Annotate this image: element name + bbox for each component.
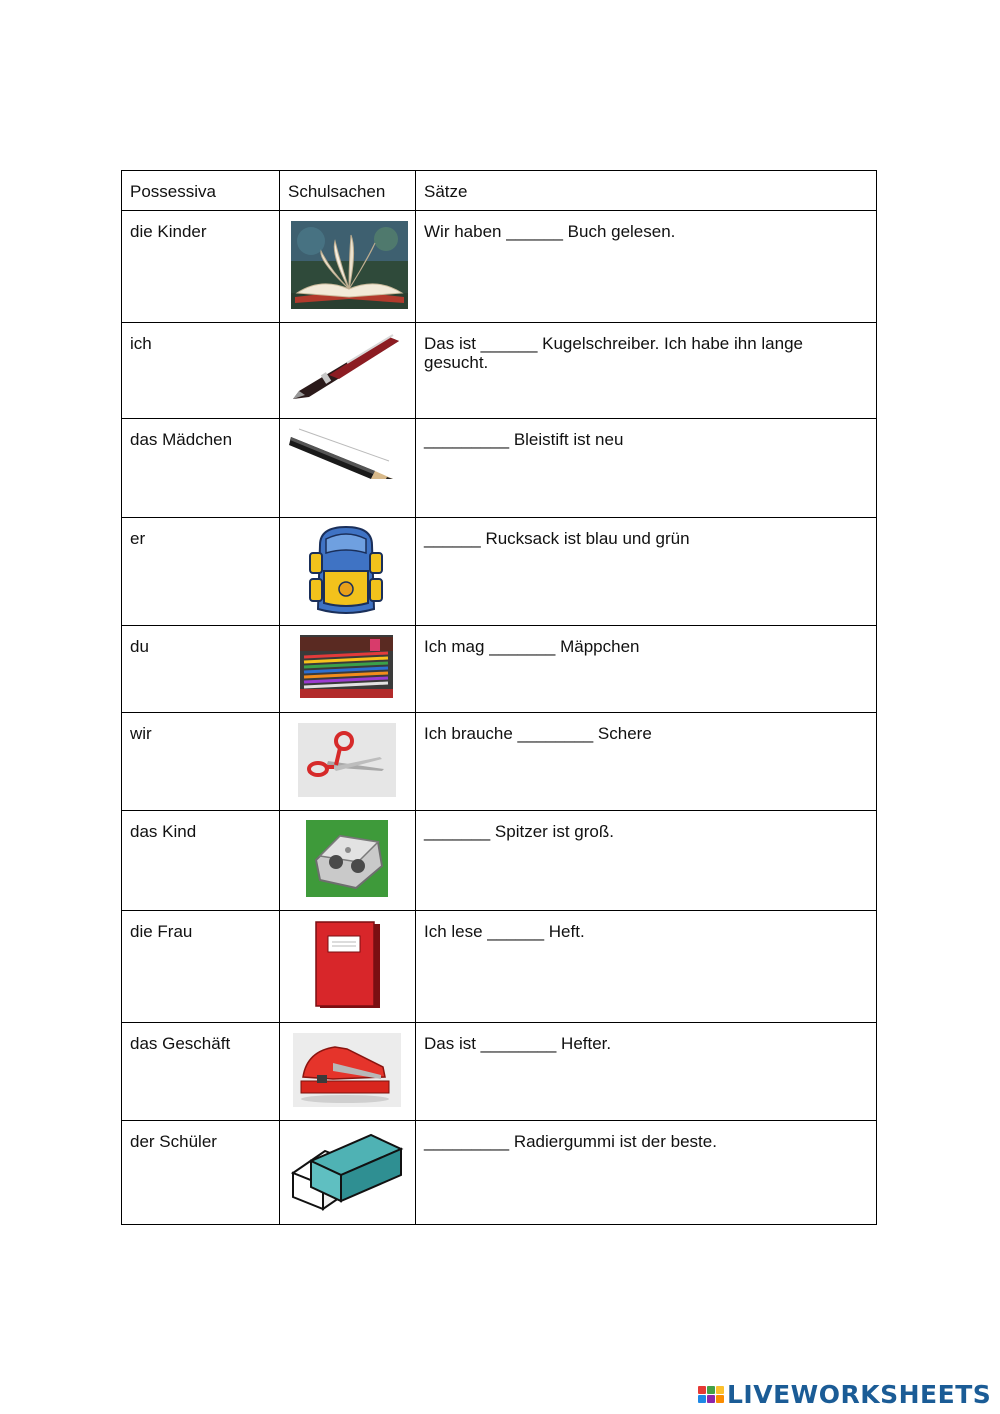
book-icon xyxy=(291,221,408,309)
eraser-icon xyxy=(289,1129,406,1213)
scissors-icon xyxy=(298,723,396,797)
column-divider xyxy=(415,171,416,1224)
logo-mark-icon xyxy=(698,1386,724,1403)
pencil-icon xyxy=(289,427,411,493)
sentence-text: _________ Radiergummi ist der beste. xyxy=(424,1132,717,1151)
pen-icon xyxy=(289,333,404,403)
row-divider xyxy=(122,712,876,713)
row-divider xyxy=(122,625,876,626)
notebook-icon xyxy=(314,920,382,1012)
sentence-text: Ich lese ______ Heft. xyxy=(424,922,585,941)
possessive-label: die Kinder xyxy=(130,222,207,241)
sentence-text: _________ Bleistift ist neu xyxy=(424,430,624,449)
row-divider xyxy=(122,810,876,811)
logo-text: LIVEWORKSHEETS xyxy=(727,1379,992,1409)
sentence-text: Ich brauche ________ Schere xyxy=(424,724,652,743)
backpack-icon xyxy=(306,523,386,619)
row-divider xyxy=(122,322,876,323)
sentence-text: Das ist ______ Kugelschreiber. Ich habe ihn lange gesucht. xyxy=(424,334,803,372)
stapler-icon xyxy=(293,1033,401,1107)
sharpener-icon xyxy=(306,820,388,897)
row-divider xyxy=(122,910,876,911)
possessive-label: wir xyxy=(130,724,152,743)
possessive-label: das Kind xyxy=(130,822,197,841)
sentence-text: Das ist ________ Hefter. xyxy=(424,1034,612,1053)
possessive-label: das Geschäft xyxy=(130,1034,231,1053)
possessive-label: er xyxy=(130,529,146,548)
pencil-case-icon xyxy=(300,635,393,698)
row-divider xyxy=(122,418,876,419)
possessive-label: du xyxy=(130,637,149,656)
sentence-text: Wir haben ______ Buch gelesen. xyxy=(424,222,676,241)
possessive-label: die Frau xyxy=(130,922,193,941)
possessive-table xyxy=(121,170,877,1225)
sentence-text: _______ Spitzer ist groß. xyxy=(424,822,614,841)
row-divider xyxy=(122,517,876,518)
liveworksheets-logo xyxy=(698,1381,991,1407)
possessive-label: ich xyxy=(130,334,152,353)
sentence-text: ______ Rucksack ist blau und grün xyxy=(424,529,690,548)
possessive-label: der Schüler xyxy=(130,1132,217,1151)
header-possessiva: Possessiva xyxy=(130,182,216,201)
row-divider xyxy=(122,210,876,211)
possessive-label: das Mädchen xyxy=(130,430,233,449)
row-divider xyxy=(122,1120,876,1121)
header-schulsachen: Schulsachen xyxy=(288,182,386,201)
header-saetze: Sätze xyxy=(424,182,468,201)
sentence-text: Ich mag _______ Mäppchen xyxy=(424,637,640,656)
column-divider xyxy=(279,171,280,1224)
row-divider xyxy=(122,1022,876,1023)
